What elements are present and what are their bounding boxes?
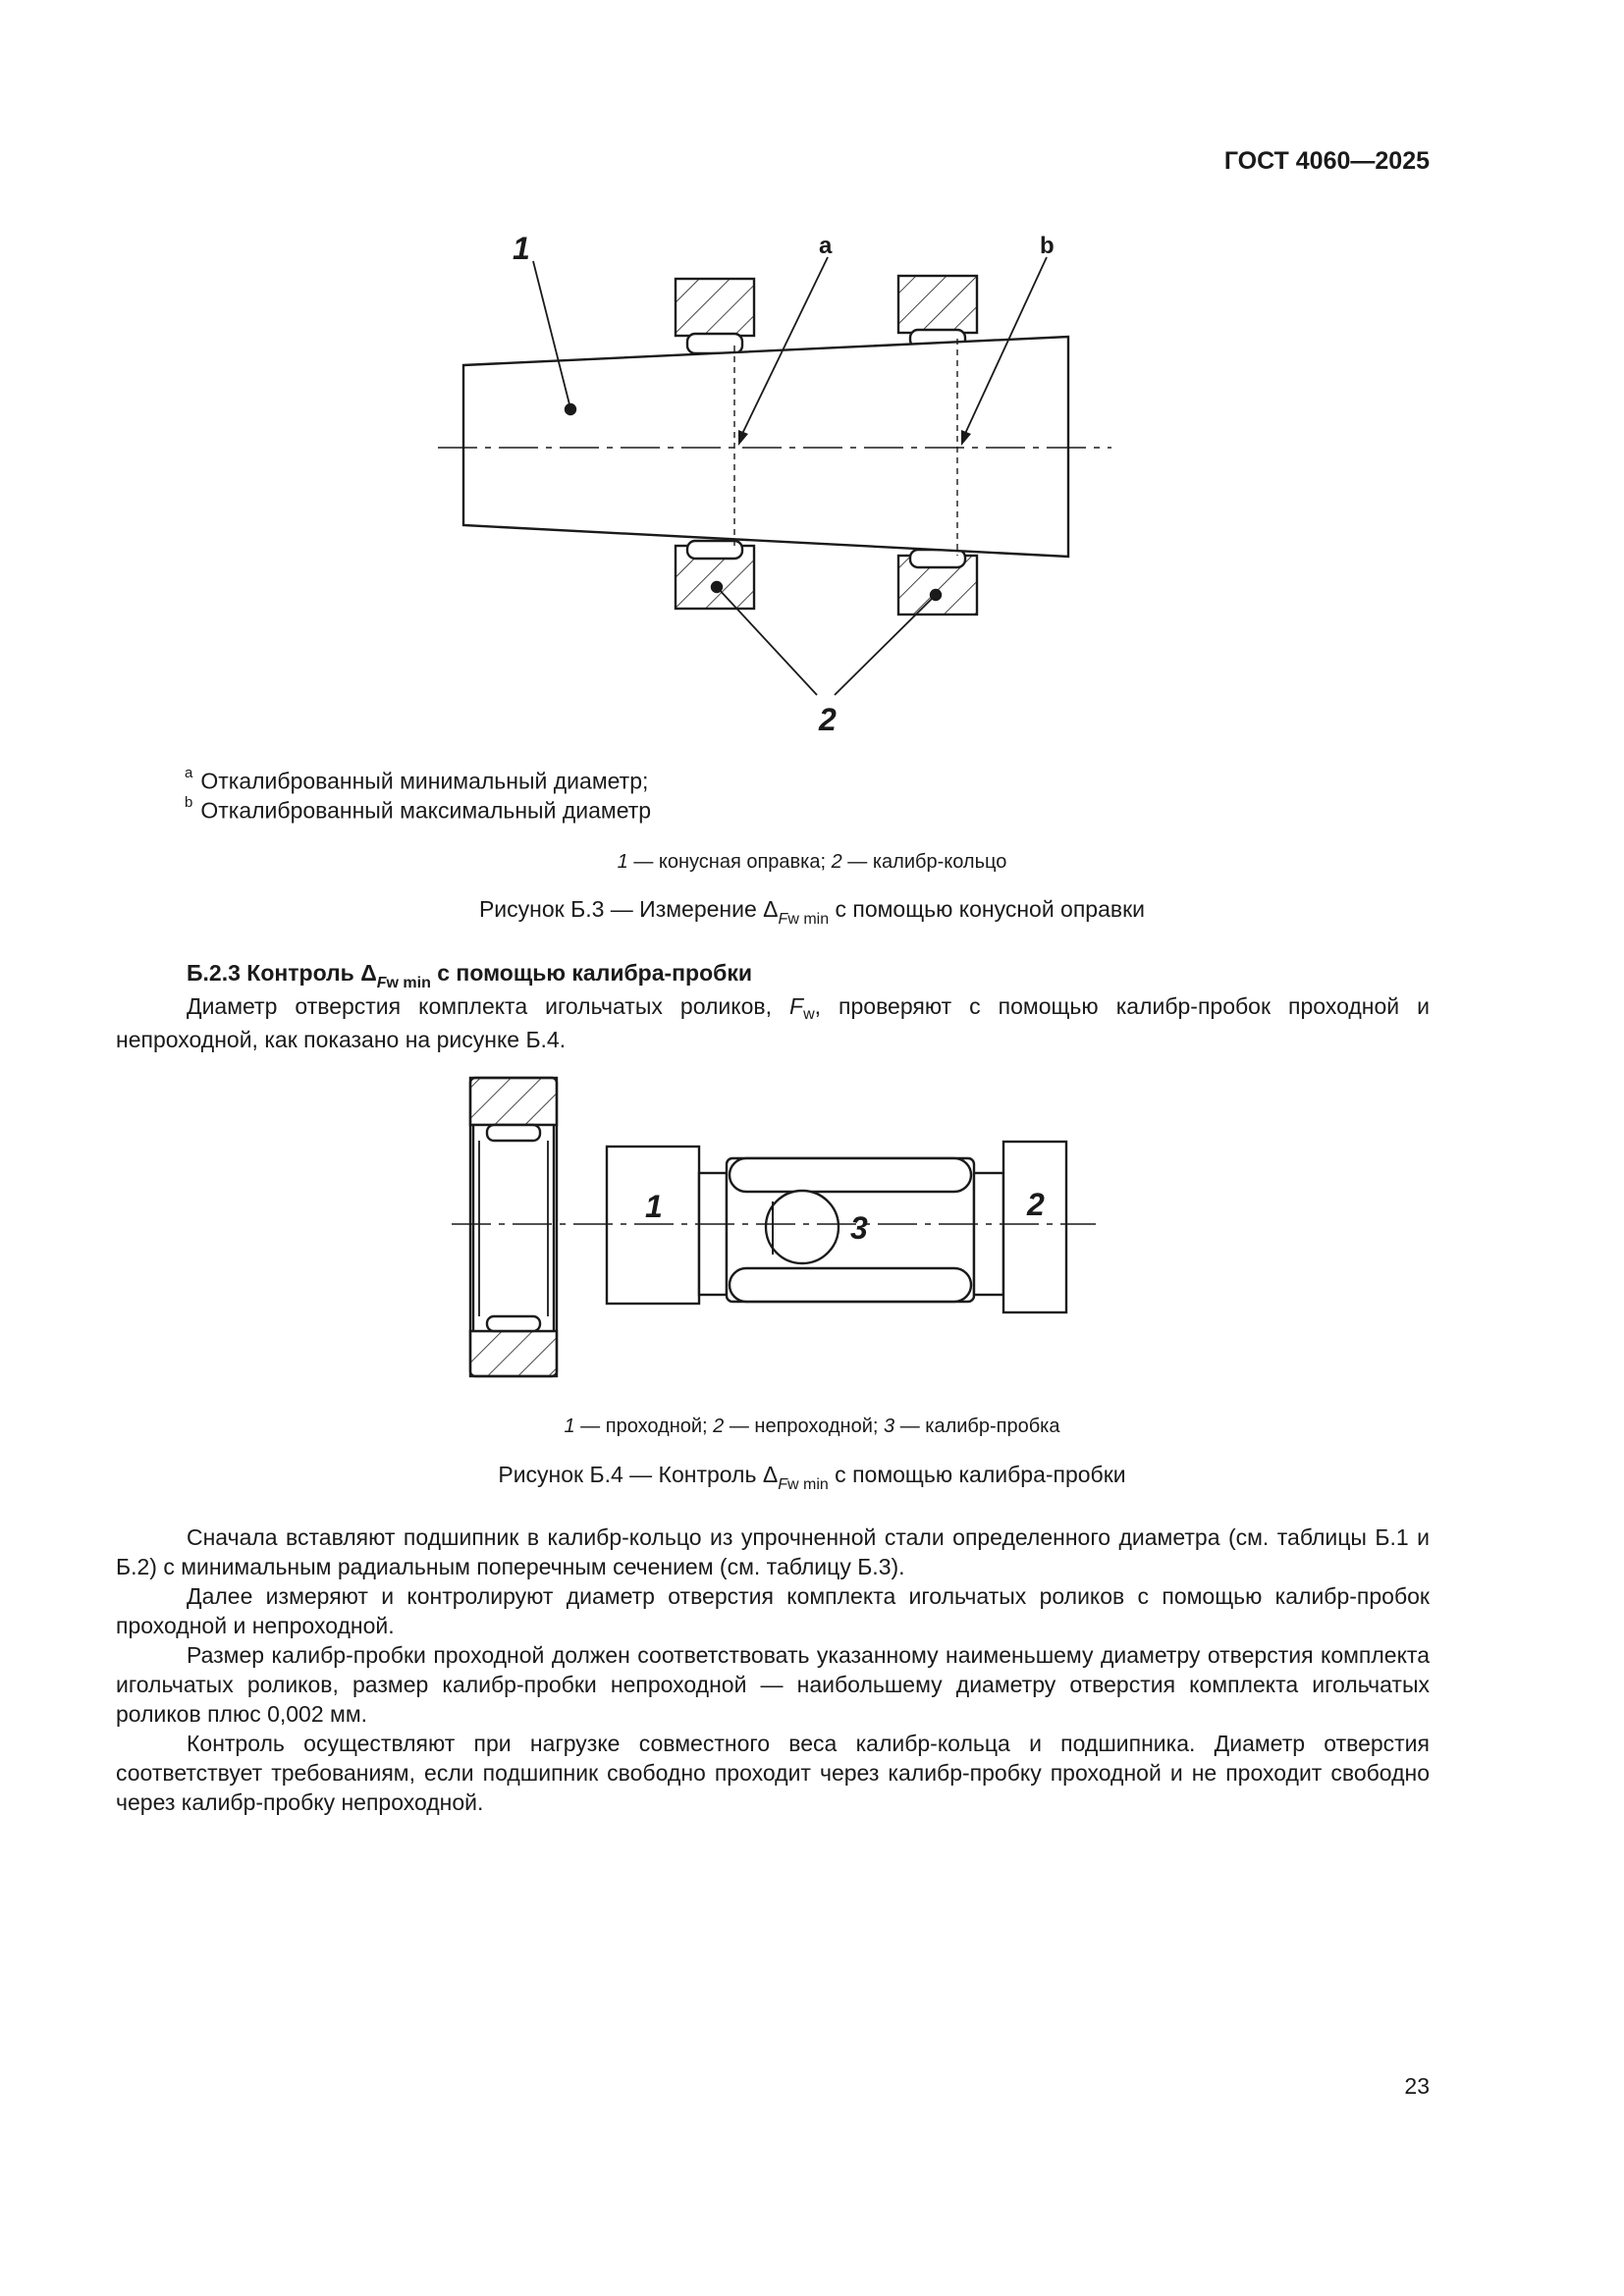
figure-b3-caption: Рисунок Б.3 — Измерение $\Delta_{Fw min}$ с помощью конусной оправки bbox=[478, 896, 1146, 928]
page-number: 23 bbox=[1404, 2073, 1430, 2099]
figure-b4-label-1: 1 bbox=[645, 1189, 663, 1224]
plug-gauge bbox=[607, 1142, 1066, 1312]
figure-b4-drawing bbox=[452, 1078, 1096, 1376]
figure-b3-label-2: 2 bbox=[819, 702, 837, 737]
tapered-mandrel bbox=[463, 337, 1068, 557]
figure-b4-legend: 1 — проходной; 2 — непроходной; 3 — калибр-пробка bbox=[564, 1415, 1060, 1437]
paragraph: Контроль осуществляют при нагрузке совместного веса калибр-кольца и подшипника. Диаметр отверстия соответствует требованиям, если подшипник свободно проходит через калибр-пробку проходной и не проходит свободно через калибр-пробку непроходной. bbox=[116, 1731, 1430, 1815]
paragraph: Сначала вставляют подшипник в калибр-кольцо из упрочненной стали определенного диаметра (см. таблицы Б.1 и Б.2) с минимальным радиальным поперечным сечением (см. таблицу Б.3). bbox=[116, 1524, 1430, 1579]
section-heading: Б.2.3 Контроль $\Delta_{Fw min}$ с помощью калибра-пробки bbox=[187, 960, 753, 991]
figure-b3-label-1: 1 bbox=[513, 231, 530, 266]
figure-b3-drawing bbox=[438, 257, 1111, 695]
bearing-section bbox=[470, 1078, 557, 1376]
document-code: ГОСТ 4060—2025 bbox=[1223, 147, 1430, 175]
figure-b3-note-a: $^a$ Откалиброванный минимальный диаметр; bbox=[185, 765, 649, 794]
section-b23 bbox=[116, 958, 1430, 1054]
paragraph: Далее измеряют и контролируют диаметр отверстия комплекта игольчатых роликов с помощью калибр-пробок проходной и непроходной. bbox=[116, 1583, 1430, 1638]
paragraph: Размер калибр-пробки проходной должен соответствовать указанному наименьшему диаметру отверстия комплекта игольчатых роликов, размер калибр-пробки непроходной — наибольшему диаметру отверстия комплекта игольчатых роликов плюс 0,002 мм. bbox=[116, 1642, 1430, 1727]
figure-b3-legend: 1 — конусная оправка; 2 — калибр-кольцо bbox=[617, 851, 1007, 873]
figure-b4-caption: Рисунок Б.4 — Контроль $\Delta_{Fw min}$ с помощью калибра-пробки bbox=[498, 1462, 1126, 1493]
section-intro: Диаметр отверстия комплекта игольчатых роликов, $F_w$, проверяют с помощью калибр-пробок проходной и непроходной, как показано на рисунке Б.4. bbox=[116, 993, 1430, 1052]
figure-b3-label-a: a bbox=[819, 233, 833, 259]
body-text bbox=[116, 1522, 1430, 1817]
figure-b3-label-b: b bbox=[1040, 233, 1055, 259]
figure-b3-note-b: $^b$ Откалиброванный максимальный диаметр bbox=[185, 794, 652, 824]
figure-b4-label-3: 3 bbox=[850, 1210, 868, 1246]
figure-b4-label-2: 2 bbox=[1027, 1187, 1045, 1222]
